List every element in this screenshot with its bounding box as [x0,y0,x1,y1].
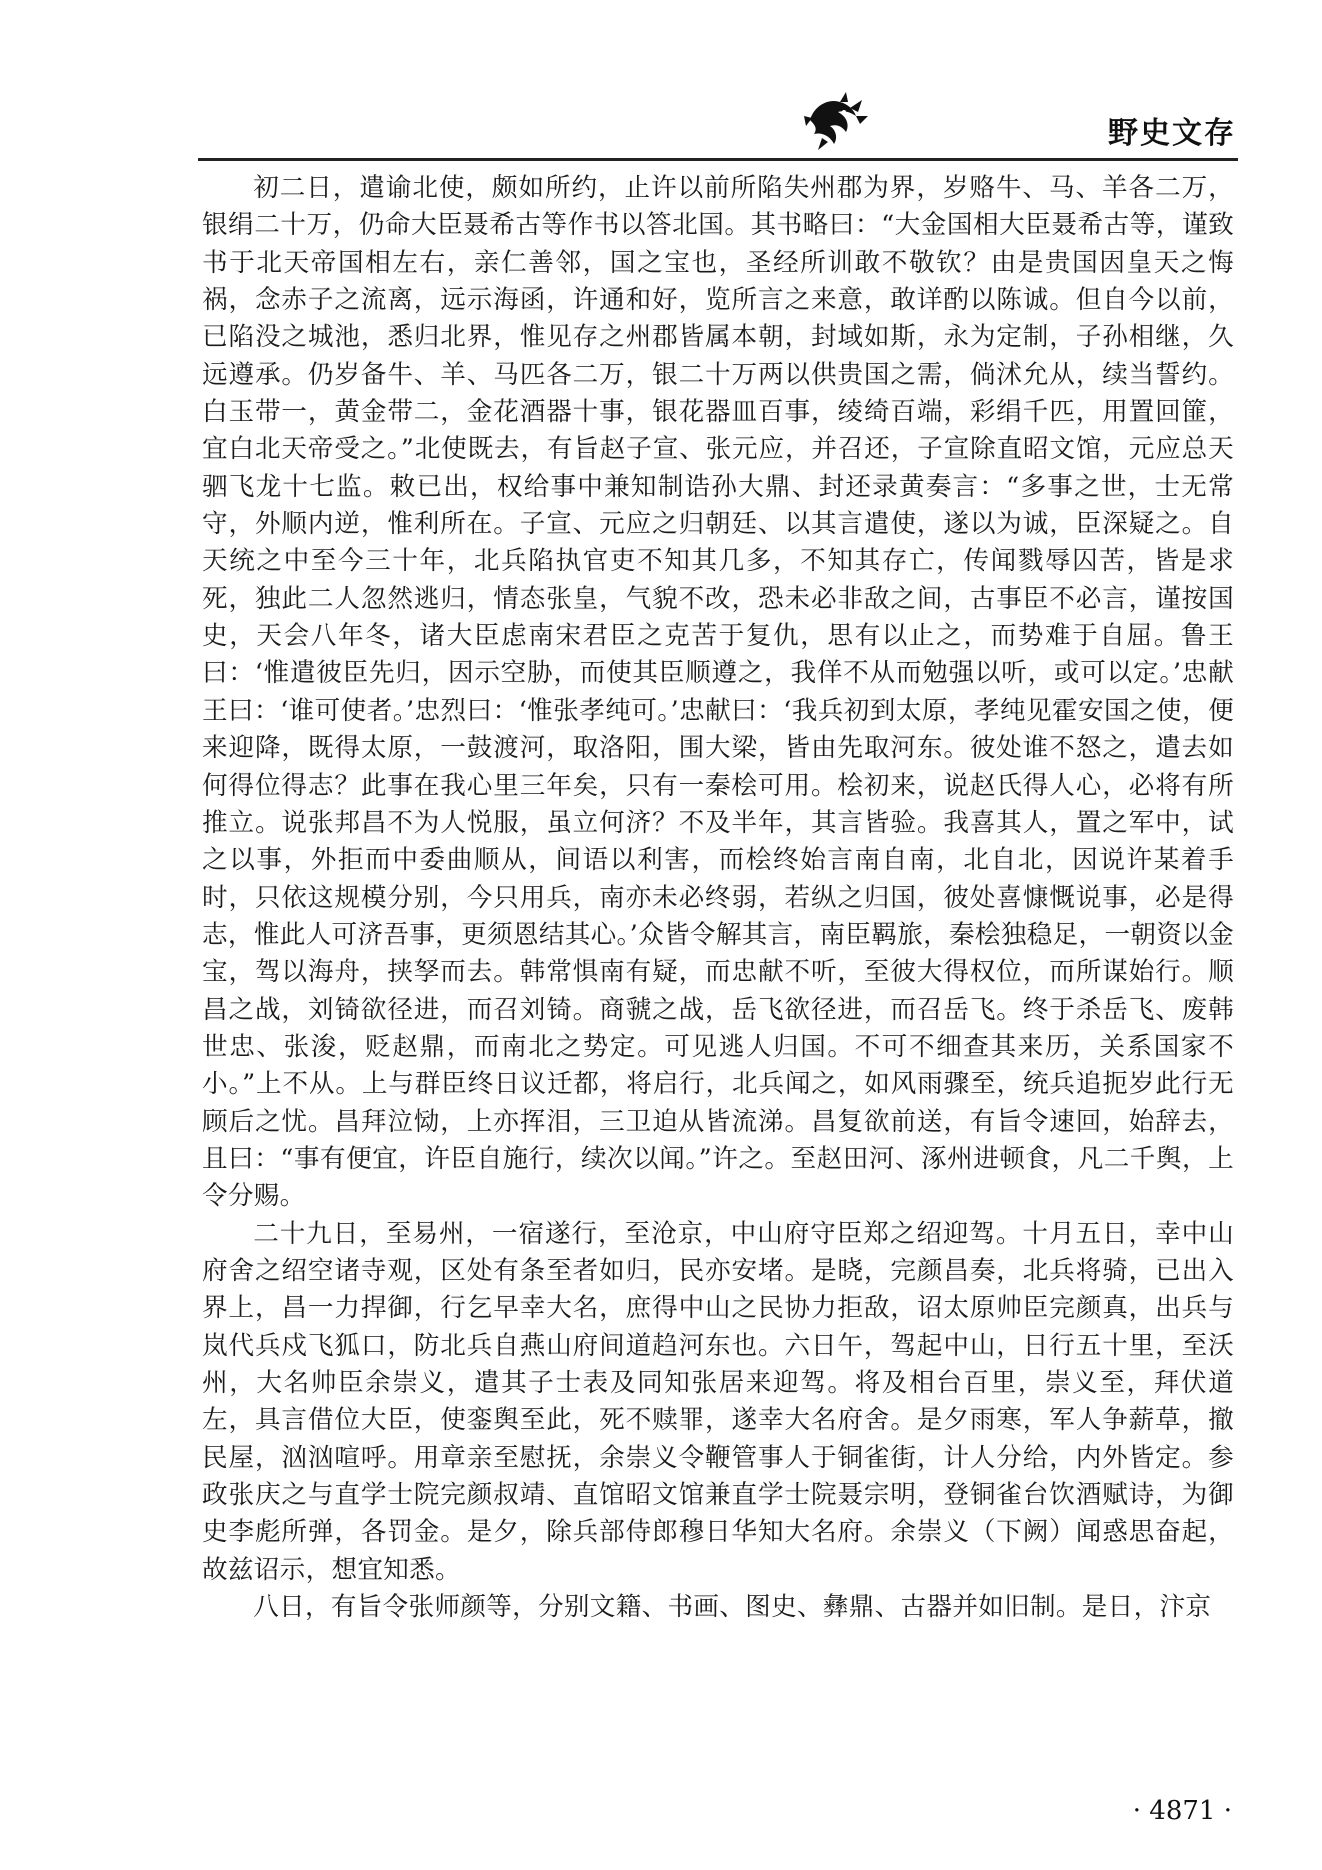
page-header [0,0,1322,170]
header-rule [198,158,1238,161]
series-title: 野史文存 [1108,116,1236,151]
paragraph-1: 初二日，遣谕北使，颇如所约，止许以前所陷失州郡为界，岁赂牛、马、羊各二万，银绢二十万，仍命大臣聂希古等作书以答北国。其书略曰：“大金国相大臣聂希古等，谨致书于北天帝国相左右，亲仁善邻，国之宝也，圣经所训敢不敬钦？由是贵国因皇天之悔祸，念赤子之流离，远示海函，许通和好，览所言之来意，敢详酌以陈诚。但自今以前，已陷没之城池，悉归北界，惟见存之州郡皆属本朝，封域如斯，永为定制，子孙相继，久远遵承。仍岁备牛、羊、马匹各二万，银二十万两以供贵国之需，倘沭允从，续当誓约。白玉带一，黄金带二，金花酒器十事，银花器皿百事，绫绮百端，彩绢千匹，用置回篚，宜白北天帝受之。”北使既去，有旨赵子宣、张元应，并召还，子宣除直昭文馆，元应总天驷飞龙十七监。敕已出，权给事中兼知制诰孙大鼎、封还录黄奏言：“多事之世，士无常守，外顺内逆，惟利所在。子宣、元应之归朝廷、以其言遣使，遂以为诚，臣深疑之。自天统之中至今三十年，北兵陷执官吏不知其几多，不知其存亡，传闻戮辱囚苦，皆是求死，独此二人忽然逃归，情态张皇，气貌不改，恐未必非敌之间，古事臣不必言，谨按国史，天会八年冬，诸大臣虑南宋君臣之克苦于复仇，思有以止之，而势难于自屈。鲁王曰：‘惟遣彼臣先归，因示空胁，而使其臣顺遵之，我佯不从而勉强以听，或可以定。’忠献王曰：‘谁可使者。’忠烈曰：‘惟张孝纯可。’忠献曰：‘我兵初到太原，孝纯见霍安国之使，便来迎降，既得太原，一鼓渡河，取洛阳，围大梁，皆由先取河东。彼处谁不怒之，遣去如何得位得志？此事在我心里三年矣，只有一秦桧可用。桧初来，说赵氏得人心，必将有所推立。说张邦昌不为人悦服，虽立何济？不及半年，其言皆验。我喜其人，置之军中，试之以事，外拒而中委曲顺从，间语以利害，而桧终始言南自南，北自北，因说许某着手时，只依这规模分别，今只用兵，南亦未必终弱，若纵之归国，彼处喜慷慨说事，必是得志，惟此人可济吾事，更须恩结其心。’众皆令解其言，南臣羁旅，秦桧独稳足，一朝资以金宝，驾以海舟，挟孥而去。韩常惧南有疑，而忠献不听，至彼大得权位，而所谋始行。顺昌之战，刘锜欲径进，而召刘锜。商虢之战，岳飞欲径进，而召岳飞。终于杀岳飞、废韩世忠、张浚，贬赵鼎，而南北之势定。可见逃人归国。不可不细查其来历，关系国家不小。”上不从。上与群臣终日议迁都，将启行，北兵闻之，如风雨骤至，统兵追扼岁此行无顾后之忧。昌拜泣恸，上亦挥泪，三卫迫从皆流涕。昌复欲前送，有旨令速回，始辞去，且曰：“事有便宜，许臣自施行，续次以闻。”许之。至赵田河、涿州进顿食，凡二千舆，上令分赐。 [202,173,1234,1212]
paragraph-3: 八日，有旨令张师颜等，分别文籍、书画、图史、彝鼎、古器并如旧制。是日，汴京 [253,1592,1212,1623]
body-text [202,170,1234,1626]
page-number: · 4871 · [1132,1796,1232,1826]
dragon-emblem-icon [800,86,872,152]
paragraph-2: 二十九日，至易州，一宿遂行，至沧京，中山府守臣郑之绍迎驾。十月五日，幸中山府舍之绍空诸寺观，区处有条至者如归，民亦安堵。是晓，完颜昌奏，北兵将骑，已出入界上，昌一力捍御，行乞早幸大名，庶得中山之民协力拒敌，诏太原帅臣完颜真，出兵与岚代兵戍飞狐口，防北兵自燕山府间道趋河东也。六日午，驾起中山，日行五十里，至沃州，大名帅臣余崇义，遣其子士表及同知张居来迎驾。将及相台百里，崇义至，拜伏道左，具言借位大臣，使銮舆至此，死不赎罪，遂幸大名府舍。是夕雨寒，军人争薪草，撤民屋，汹汹喧呼。用章亲至慰抚，余崇义令鞭管事人于铜雀街，计人分给，内外皆定。参政张庆之与直学士院完颜叔靖、直馆昭文馆兼直学士院聂宗明，登铜雀台饮酒赋诗，为御史李彪所弹，各罚金。是夕，除兵部侍郎穆日华知大名府。余崇义（下阙）闻惑思奋起，故兹诏示，想宜知悉。 [202,1218,1234,1585]
